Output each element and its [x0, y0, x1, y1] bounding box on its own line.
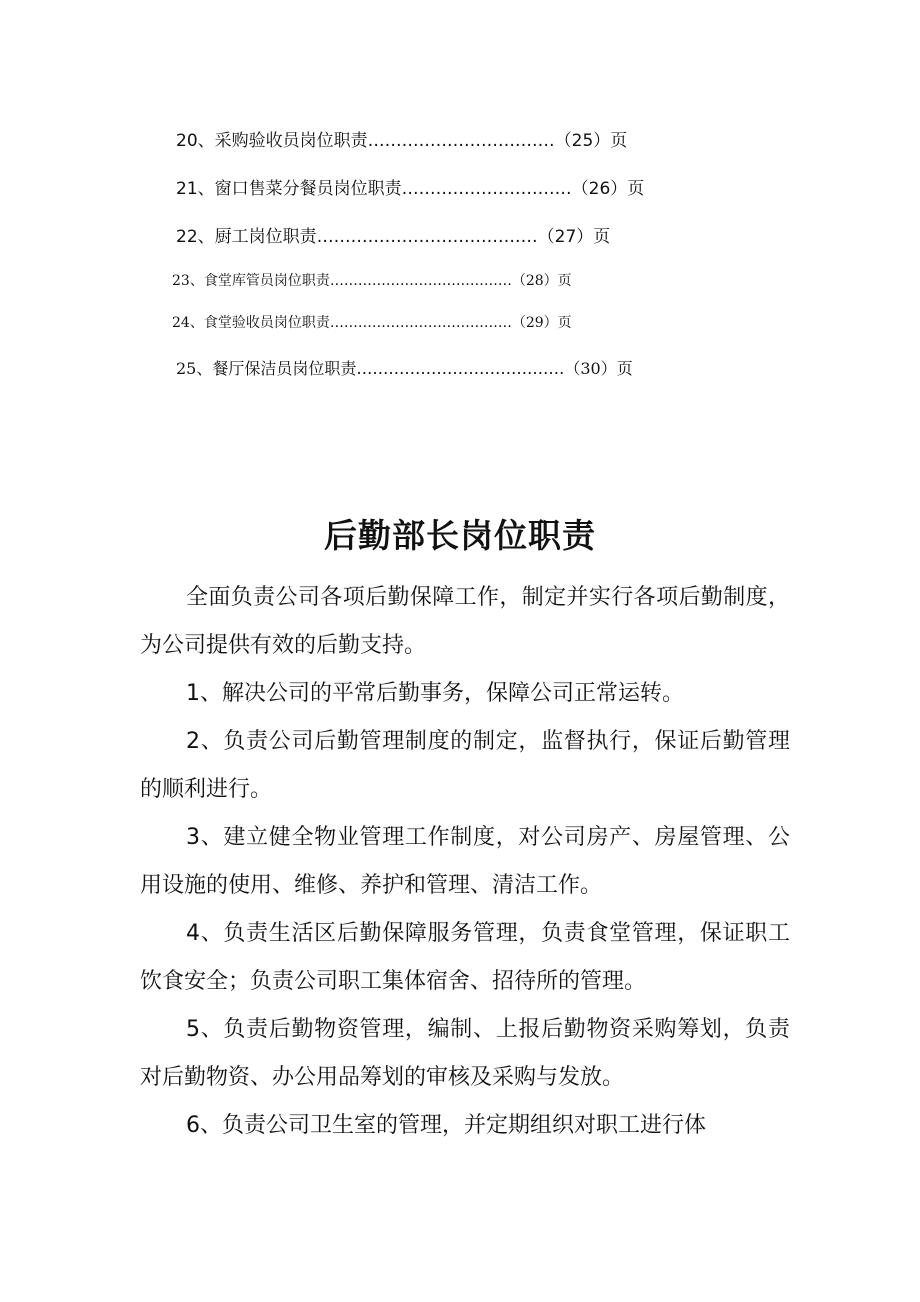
paragraph: 2、负责公司后勤管理制度的制定，监督执行，保证后勤管理的顺利进行。 [140, 729, 790, 802]
toc-line: 23、食堂库管员岗位职责…………………………………（28）页 [172, 273, 572, 289]
paragraph: 6、负责公司卫生室的管理，并定期组织对职工进行体 [186, 1113, 706, 1138]
paragraph: 3、建立健全物业管理工作制度，对公司房产、房屋管理、公用设施的使用、维修、养护和管理、清洁工作。 [140, 825, 790, 898]
toc-line: 24、食堂验收员岗位职责…………………………………（29）页 [172, 315, 572, 331]
paragraph: 全面负责公司各项后勤保障工作，制定并实行各项后勤制度，为公司提供有效的后勤支持。 [140, 585, 790, 658]
paragraph: 1、解决公司的平常后勤事务，保障公司正常运转。 [186, 681, 684, 706]
toc-line: 25、餐厅保洁员岗位职责…………………………………（30）页 [176, 359, 633, 378]
paragraph: 5、负责后勤物资管理，编制、上报后勤物资采购筹划，负责对后勤物资、办公用品筹划的审核及采购与发放。 [140, 1017, 790, 1090]
toc-line: 22、厨工岗位职责…………………………………（27）页 [176, 227, 611, 247]
section-title: 后勤部长岗位职责 [324, 516, 596, 555]
toc-line: 21、窗口售菜分餐员岗位职责…………………………（26）页 [176, 179, 645, 199]
toc-line: 20、采购验收员岗位职责……………………………（25）页 [176, 131, 628, 151]
paragraph: 4、负责生活区后勤保障服务管理，负责食堂管理，保证职工饮食安全；负责公司职工集体宿舍、招待所的管理。 [140, 921, 790, 994]
